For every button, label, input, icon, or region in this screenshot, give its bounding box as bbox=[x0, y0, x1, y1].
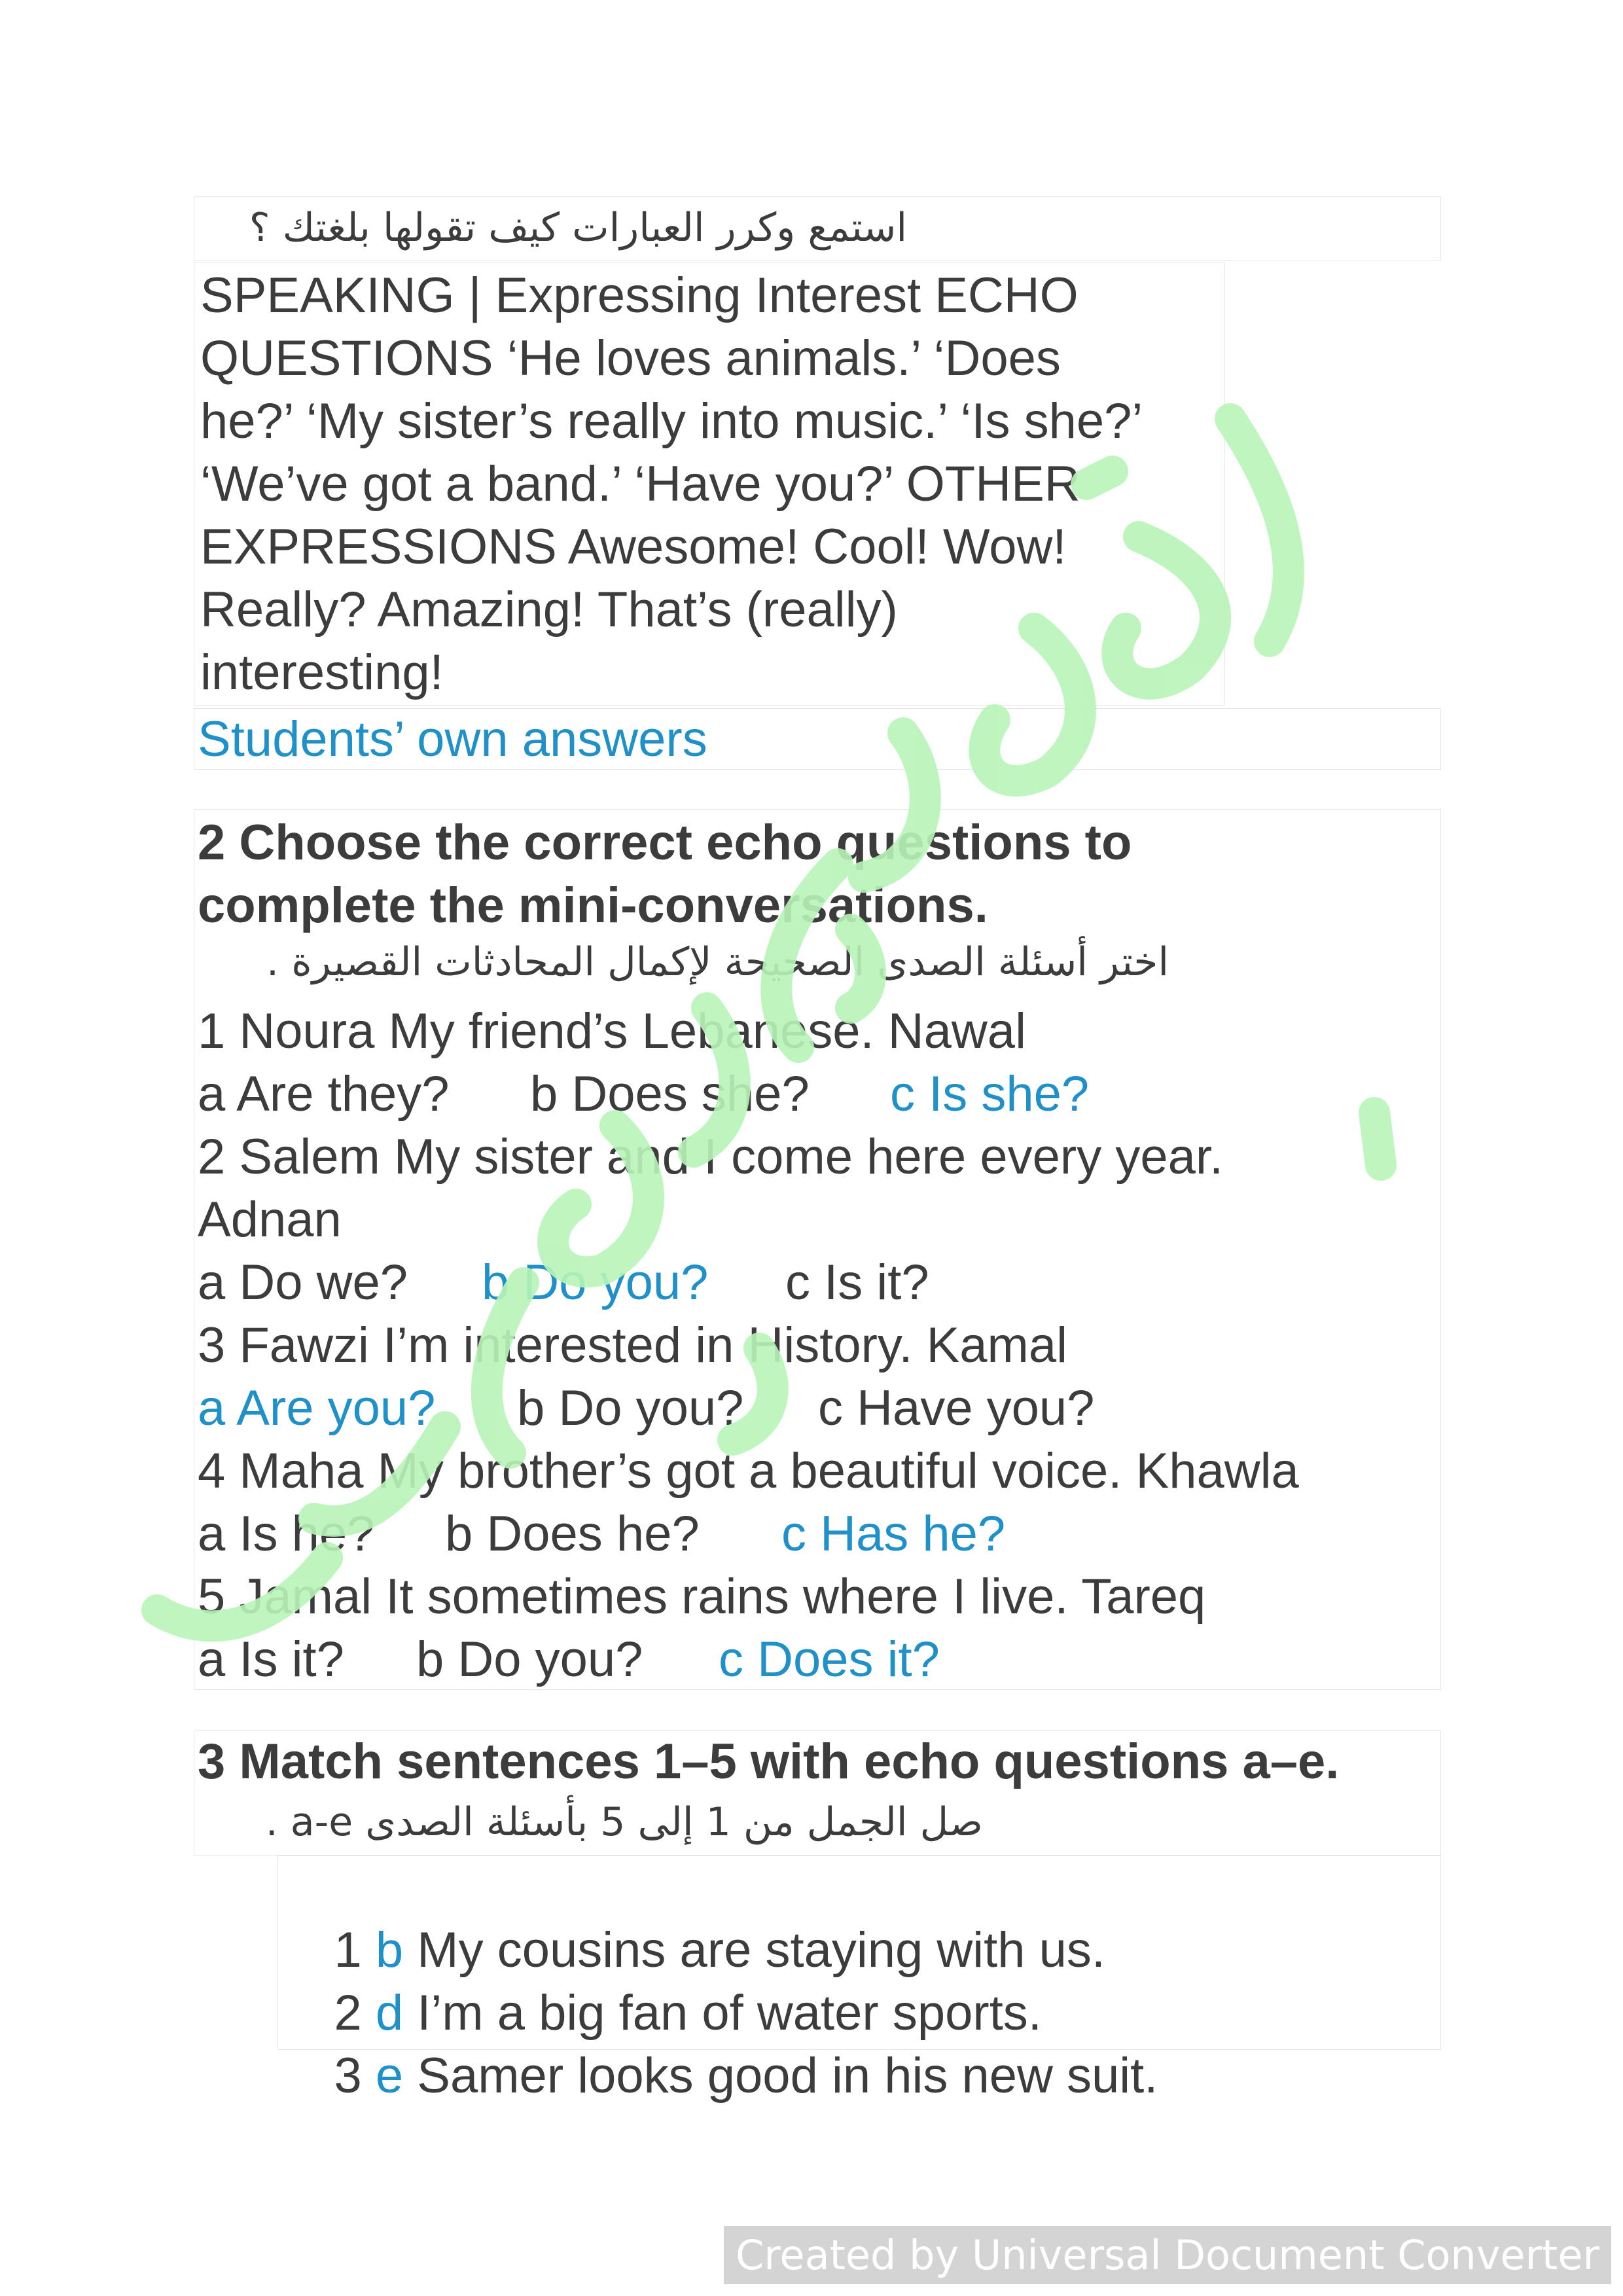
question-prompt: 4 Maha My brother’s got a beautiful voice. Khawla bbox=[198, 1443, 1299, 1499]
speaking-line: he?’ ‘My sister’s really into music.’ ‘Is she?’ bbox=[200, 393, 1143, 449]
question-prompt: 5 Jamal It sometimes rains where I live. Tareq bbox=[198, 1569, 1206, 1624]
item-number: 2 bbox=[334, 1985, 362, 2041]
option-a: a Do we? bbox=[198, 1255, 408, 1310]
match-letter-answer: e bbox=[375, 2048, 404, 2104]
speaking-line: EXPRESSIONS Awesome! Cool! Wow! bbox=[200, 519, 1067, 575]
question-prompt: 1 Noura My friend’s Lebanese. Nawal bbox=[198, 1003, 1026, 1059]
match-item bbox=[279, 1982, 1158, 2170]
speaking-line: interesting! bbox=[200, 645, 444, 700]
question-prompt: 3 Fawzi I’m interested in History. Kamal bbox=[198, 1318, 1067, 1373]
arabic-instruction: استمع وكرر العبارات كيف تقولها بلغتك ؟ bbox=[249, 205, 907, 251]
option-b: b Does she? bbox=[530, 1066, 810, 1122]
item-text: Samer looks good in his new suit. bbox=[417, 2048, 1158, 2104]
item-text: I’m a big fan of water sports. bbox=[417, 1985, 1042, 2041]
converter-watermark: Created by Universal Document Converter bbox=[724, 2226, 1611, 2284]
students-answer: Students’ own answers bbox=[198, 711, 707, 767]
option-b: b Does he? bbox=[445, 1506, 700, 1562]
option-c-answer: c Has he? bbox=[781, 1506, 1006, 1562]
item-text: My cousins are staying with us. bbox=[417, 1922, 1106, 1978]
option-c-answer: c Does it? bbox=[719, 1632, 940, 1687]
option-c: c Is it? bbox=[785, 1255, 929, 1310]
speaking-line: Really? Amazing! That’s (really) bbox=[200, 582, 898, 637]
option-c-answer: c Is she? bbox=[890, 1066, 1090, 1122]
item-number: 1 bbox=[334, 1922, 362, 1978]
option-b: b Do you? bbox=[517, 1380, 744, 1436]
speaking-line: SPEAKING | Expressing Interest ECHO bbox=[200, 268, 1079, 323]
option-a-answer: a Are you? bbox=[198, 1380, 436, 1436]
item-number: 3 bbox=[334, 2048, 362, 2104]
exercise3-arabic: صل الجمل من 1 إلى 5 بأسئلة الصدى a-e . bbox=[265, 1799, 983, 1845]
option-a: a Is it? bbox=[198, 1632, 344, 1687]
option-c: c Have you? bbox=[818, 1380, 1095, 1436]
match-letter-answer: b bbox=[375, 1922, 404, 1978]
question-prompt: 2 Salem My sister and I come here every year. bbox=[198, 1129, 1224, 1185]
match-letter-answer: d bbox=[375, 1985, 404, 2041]
option-a: a Is he? bbox=[198, 1506, 375, 1562]
exercise2-heading: complete the mini-conversations. bbox=[198, 878, 988, 933]
exercise2-heading: 2 Choose the correct echo questions to bbox=[198, 815, 1132, 870]
exercise3-heading: 3 Match sentences 1–5 with echo questions a–e. bbox=[198, 1734, 1340, 1789]
exercise2-arabic: اختر أسئلة الصدى الصحيحة لإكمال المحادثات القصيرة . bbox=[266, 939, 1169, 985]
speaking-line: QUESTIONS ‘He loves animals.’ ‘Does bbox=[200, 331, 1061, 386]
speaking-line: ‘We’ve got a band.’ ‘Have you?’ OTHER bbox=[200, 456, 1080, 512]
question-prompt: Adnan bbox=[198, 1192, 342, 1247]
option-b: b Do you? bbox=[416, 1632, 643, 1687]
option-a: a Are they? bbox=[198, 1066, 450, 1122]
option-b-answer: b Do you? bbox=[482, 1255, 709, 1310]
